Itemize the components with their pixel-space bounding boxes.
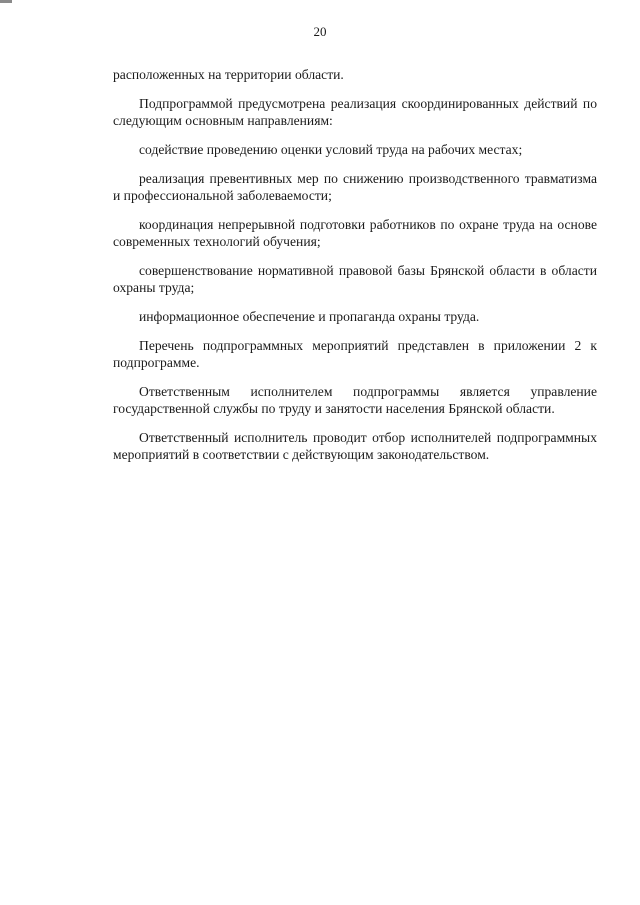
paragraph: Подпрограммой предусмотрена реализация скоординированных действий по следующим основным направлениям: — [113, 96, 597, 128]
paragraph: содействие проведению оценки условий труда на рабочих местах; — [139, 142, 523, 157]
page-number: 20 — [313, 24, 327, 39]
paragraph: реализация превентивных мер по снижению производственного травматизма и профессиональной заболеваемости; — [113, 171, 597, 203]
paragraph: расположенных на территории области. — [113, 67, 344, 82]
paragraph: Ответственный исполнитель проводит отбор исполнителей подпрограммных мероприятий в соответствии с действующим законодательством. — [113, 430, 597, 462]
paragraph: координация непрерывной подготовки работников по охране труда на основе современных технологий обучения; — [113, 217, 597, 249]
scan-corner-mark — [0, 0, 12, 3]
paragraph: совершенствование нормативной правовой базы Брянской области в области охраны труда; — [113, 263, 597, 295]
paragraph: информационное обеспечение и пропаганда охраны труда. — [139, 309, 480, 324]
paragraph: Перечень подпрограммных мероприятий представлен в приложении 2 к подпрограмме. — [113, 338, 597, 370]
paragraph: Ответственным исполнителем подпрограммы является управление государственной службы по труду и занятости населения Брянской области. — [113, 384, 597, 416]
document-body — [113, 66, 597, 475]
